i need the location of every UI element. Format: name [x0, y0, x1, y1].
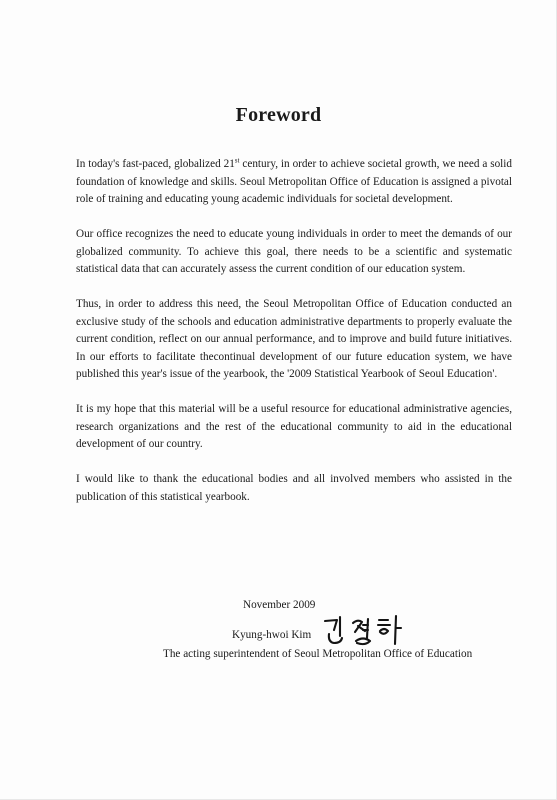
paragraph-3: Thus, in order to address this need, the Seoul Metropolitan Office of Education conducted an exclusive study of the schools and education administrative departments to properly evaluate the current condition, reflect on our annual performance, and to improve and build future initiatives. In our efforts to facilitate thecontinual development of our future education system, we have published this year's issue of the yearbook, the '2009 Statistical Yearbook of Seoul Education'. [76, 298, 512, 380]
paragraph-1-text-start: In today's fast-paced, globalized 21 [76, 158, 235, 170]
signer-name: Kyung-hwoi Kim [232, 629, 312, 641]
paragraph-5: I would like to thank the educational bodies and all involved members who assisted in the publication of this statistical yearbook. [76, 473, 512, 503]
paragraph-2: Our office recognizes the need to educate young individuals in order to meet the demands of our globalized community. To achieve this goal, there needs to be a scientific and systematic statistical data that can accurately assess the current condition of our education system. [76, 228, 512, 275]
paragraph-1 [76, 156, 512, 209]
ordinal-suffix: st [234, 156, 240, 165]
handwritten-signature [322, 612, 412, 648]
closing-date: November 2009 [243, 599, 316, 611]
foreword-body [76, 156, 512, 506]
signer-role: The acting superintendent of Seoul Metropolitan Office of Education [163, 648, 473, 660]
paragraph-1-text-end: century, in order to achieve societal growth, we need a solid foundation of knowledge and skills. Seoul Metropolitan Office of Education is assigned a pivotal role of training and educating young academic individuals for societal development. [76, 158, 512, 205]
paragraph-4: It is my hope that this material will be a useful resource for educational administrative agencies, research organizations and the rest of the educational community to aid in the educational development of our country. [76, 403, 512, 450]
page-title: Foreword [235, 104, 322, 126]
